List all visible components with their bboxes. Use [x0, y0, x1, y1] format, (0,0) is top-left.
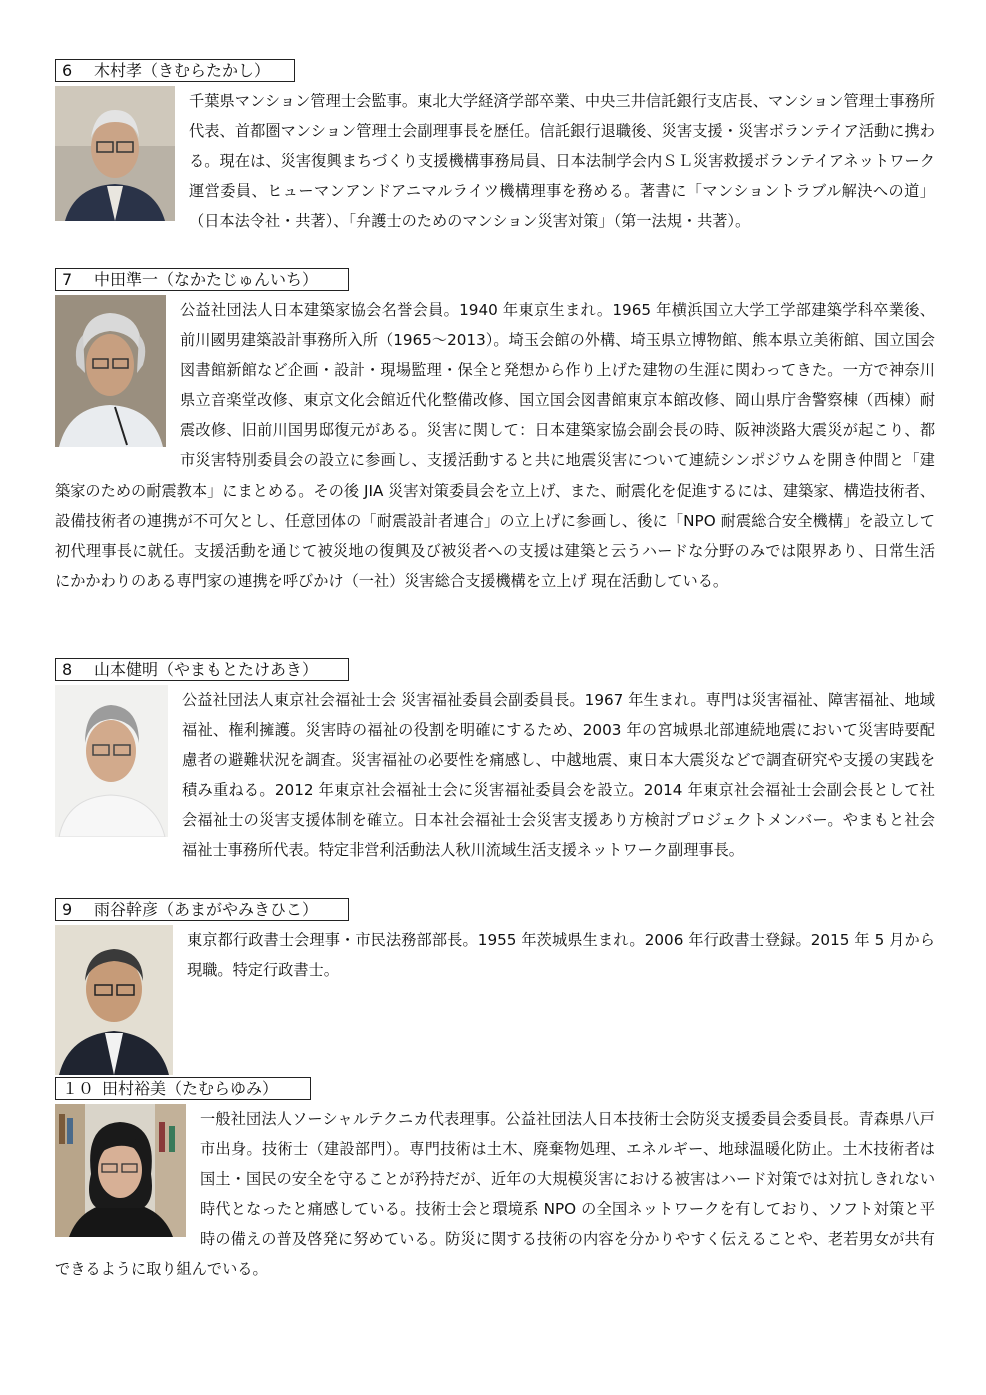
portrait-photo-icon: [55, 295, 166, 447]
profile-bio-9: [55, 925, 935, 1075]
profile-bio-6: [55, 86, 935, 236]
profile-name: 雨谷幹彦（あまがやみきひこ）: [94, 900, 319, 919]
profile-heading-9: [55, 898, 349, 921]
profile-number: 8: [62, 660, 73, 679]
portrait-photo-icon: [55, 1104, 186, 1237]
profile-bio-text: 千葉県マンション管理士会監事。東北大学経済学部卒業、中央三井信託銀行支店長、マンション管理士事務所代表、首都圏マンション管理士会副理事長を歴任。信託銀行退職後、災害支援・災害ボランテイア活動に携わる。現在は、災害復興まちづくり支援機構事務局員、日本法制学会内ＳＬ災害救援ボランテイアネットワーク運営委員、ヒューマンアンドアニマルライツ機構理事を務める。著書に「マンショントラブル解決への道」（日本法令社・共著）、「弁護士のためのマンション災害対策」（第一法規・共著）。: [189, 92, 935, 231]
profile-heading-7: [55, 268, 349, 291]
profile-bio-10: [55, 1104, 935, 1285]
profile-bio-text: 公益社団法人東京社会福祉士会 災害福祉委員会副委員長。1967 年生まれ。専門は災害福祉、障害福祉、地域福祉、権利擁護。災害時の福祉の役割を明確にするため、2003 年の宮城県北部連続地震において災害時要配慮者の避難状況を調査。災害福祉の必要性を痛感し、中越地震、東日本大震災などで調査研究や支援の実践を積み重ねる。2012 年東京社会福祉士会に災害福祉委員会を設立。2014 年東京社会福祉士会副会長として社会福祉士の災害支援体制を確立。日本社会福祉士会災害支援あり方検討プロジェクトメンバー。やまもと社会福祉士事務所代表。特定非営利活動法人秋川流域生活支援ネットワーク副理事長。: [182, 691, 935, 860]
profile-heading-8: [55, 658, 349, 681]
profile-name: 山本健明（やまもとたけあき）: [94, 660, 319, 679]
profile-number: 9: [62, 900, 73, 919]
profile-bio-text: 東京都行政書士会理事・市民法務部部長。1955 年茨城県生まれ。2006 年行政書士登録。2015 年 5 月から現職。特定行政書士。: [187, 931, 935, 980]
profile-name: 中田準一（なかたじゅんいち）: [94, 270, 319, 289]
portrait-photo-icon: [55, 925, 173, 1075]
profile-heading-10: [55, 1077, 311, 1100]
portrait-photo-icon: [55, 86, 175, 221]
profile-heading-6: [55, 59, 295, 82]
profile-name: 木村孝（きむらたかし）: [94, 61, 271, 80]
profile-number: 7: [62, 270, 73, 289]
profile-bio-text: 公益社団法人日本建築家協会名誉会員。1940 年東京生まれ。1965 年横浜国立大学工学部建築学科卒業後、前川國男建築設計事務所入所（1965～2013）。埼玉会館の外構、埼玉県立博物館、熊本県立美術館、国立国会図書館新館など企画・設計・現場監理・保全と発想から作り上げた建物の生涯に関わってきた。一方で神奈川県立音楽堂改修、東京文化会館近代化整備改修、国立国会図書館東京本館改修、岡山県庁舎警察棟（西棟）耐震改修、旧前川国男邸復元がある。災害に関して：日本建築家協会副会長の時、阪神淡路大震災が起こり、都市災害特別委員会の設立に参画し、支援活動すると共に地震災害について連続シンポジウムを開き仲間と「建築家のための耐震教本」にまとめる。その後 JIA 災害対策委員会を立上げ、また、耐震化を促進するには、建築家、構造技術者、設備技術者の連携が不可欠とし、任意団体の「耐震設計者連合」の立上げに参画し、後に「NPO 耐震総合安全機構」を設立して初代理事長に就任。支援活動を通じて被災地の復興及び被災者への支援は建築と云うハードな分野のみでは限界あり、日常生活にかかわりのある専門家の連携を呼びかけ（一社）災害総合支援機構を立上げ 現在活動している。: [55, 301, 935, 590]
profile-bio-7: [55, 295, 935, 596]
profile-bio-8: [55, 685, 935, 866]
profile-number: 6: [62, 61, 73, 80]
profile-name: 田村裕美（たむらゆみ）: [102, 1079, 279, 1098]
profile-number: １０: [62, 1079, 95, 1098]
portrait-photo-icon: [55, 685, 168, 837]
profile-bio-text: 一般社団法人ソーシャルテクニカ代表理事。公益社団法人日本技術士会防災支援委員会委員長。青森県八戸市出身。技術士（建設部門）。専門技術は土木、廃棄物処理、エネルギー、地球温暖化防止。土木技術者は国土・国民の安全を守ることが矜持だが、近年の大規模災害における被害はハード対策では対抗しきれない時代となったと痛感している。技術士会と環境系 NPO の全国ネットワークを有しており、ソフト対策と平時の備えの普及啓発に努めている。防災に関する技術の内容を分かりやすく伝えることや、老若男女が共有できるように取り組んでいる。: [55, 1110, 935, 1279]
